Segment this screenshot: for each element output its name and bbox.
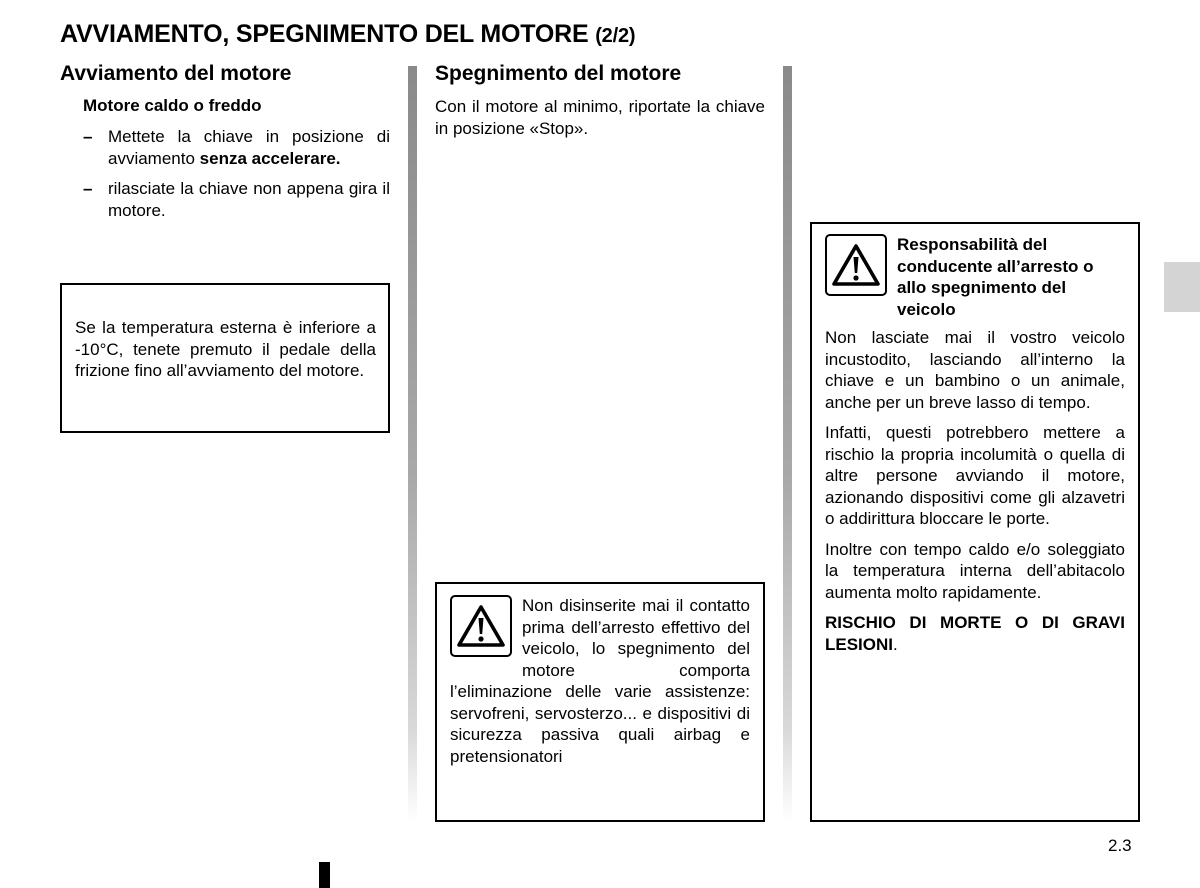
warning-box-responsibility bbox=[810, 222, 1140, 822]
column-separator bbox=[783, 66, 792, 821]
warning-paragraph: Infatti, questi potrebbero mettere a rischio la propria incolumità o quella di altre persone avviando il motore, azionando dispositivi come gli alzavetri o addirittura bloccare le porte. bbox=[825, 423, 1125, 528]
list-item bbox=[83, 126, 390, 169]
temperature-note-text: Se la temperatura esterna è inferiore a -10°C, tenete premuto il pedale della frizione fino all’avviamento del motore. bbox=[75, 318, 376, 380]
page-title bbox=[60, 20, 635, 49]
warning-paragraph: Inoltre con tempo caldo e/o soleggiato la temperatura interna dell’abitacolo aumenta molto rapidamente. bbox=[825, 539, 1125, 602]
heading-avviamento: Avviamento del motore bbox=[60, 62, 292, 85]
final-period: . bbox=[893, 634, 898, 654]
column-separator bbox=[408, 66, 417, 821]
subheading-motore: Motore caldo o freddo bbox=[83, 96, 262, 115]
death-risk-text: RISCHIO DI MORTE O DI GRAVI LESIONI bbox=[825, 613, 1125, 654]
step-text: rilasciate la chiave non appena gira il motore. bbox=[108, 179, 390, 220]
stop-instructions: Con il motore al minimo, riportate la chiave in posizione «Stop». bbox=[435, 97, 765, 138]
warning-contact-text: Non disinserite mai il contatto prima dell’arresto effettivo del veicolo, lo spegnimento del motore comporta l’eliminazione delle varie assistenze: servofreni, servosterzo... e dispositivi di sicurezza passiva quali airbag e pretensionatori bbox=[450, 596, 750, 766]
start-steps-list bbox=[83, 126, 390, 230]
warning-triangle-icon bbox=[825, 234, 887, 296]
dash: – bbox=[83, 127, 93, 146]
temperature-note-box bbox=[60, 283, 390, 433]
page-title-text: AVVIAMENTO, SPEGNIMENTO DEL MOTORE bbox=[60, 20, 589, 48]
warning-final-line bbox=[825, 612, 1125, 655]
section-tab-marker bbox=[1164, 262, 1200, 312]
warning-paragraph: Non lasciate mai il vostro veicolo incustodito, lasciando all’interno la chiave e un bambino o un animale, anche per un breve lasso di tempo. bbox=[825, 328, 1125, 412]
heading-spegnimento: Spegnimento del motore bbox=[435, 62, 682, 85]
dash: – bbox=[83, 179, 93, 198]
page-number: 2.3 bbox=[1108, 836, 1132, 855]
warning-box-contact bbox=[435, 582, 765, 822]
warning-triangle-icon bbox=[450, 595, 512, 657]
warning-responsibility-title: Responsabilità del conducente all’arresto o allo spegnimento del veicolo bbox=[897, 235, 1094, 319]
page-title-suffix: (2/2) bbox=[595, 25, 636, 47]
list-item bbox=[83, 178, 390, 221]
step-text: Mettete la chiave in posizione di avviamento bbox=[108, 127, 390, 168]
page-crop-mark bbox=[319, 862, 330, 888]
step-bold: senza accelerare. bbox=[199, 148, 341, 168]
